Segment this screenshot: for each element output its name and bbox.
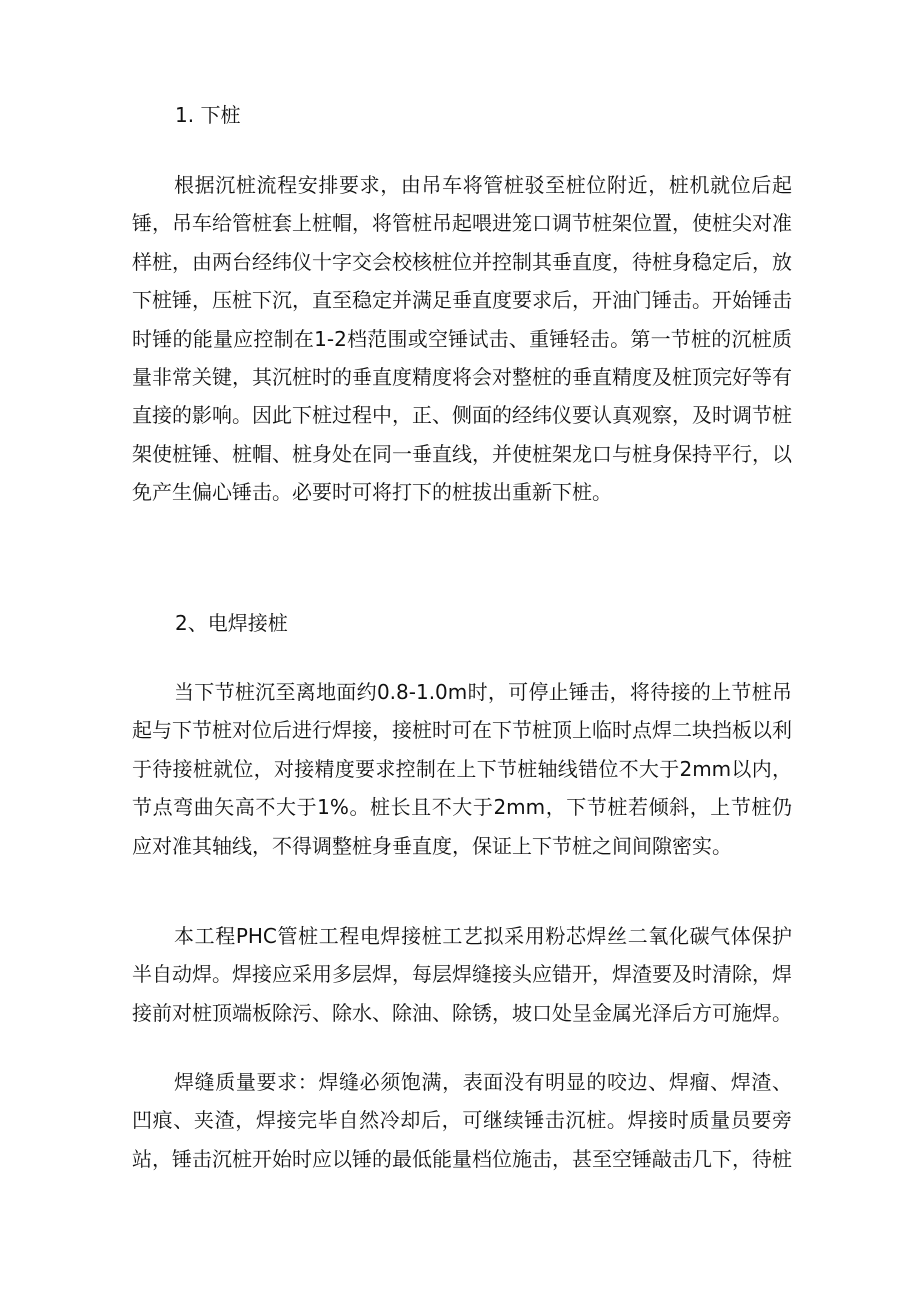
- section-heading-2: 2、电焊接桩: [175, 611, 288, 635]
- paragraph-pile-alignment: 当下节桩沉至离地面约0.8-1.0m时，可停止锤击，将待接的上节桩吊起与下节桩对位后进行焊接，接桩时可在下节桩顶上临时点焊二块挡板以利于待接桩就位，对接精度要求控制在上下节桩轴线错位不大于2mm以内，节点弯曲矢高不大于1%。桩长且不大于2mm，下节桩若倾斜，上节桩仍应对准其轴线，不得调整桩身垂直度，保证上下节桩之间间隙密实。: [132, 680, 792, 858]
- paragraph-welding-process: 本工程PHC管桩工程电焊接桩工艺拟采用粉芯焊丝二氧化碳气体保护半自动焊。焊接应采用多层焊，每层焊缝接头应错开，焊渣要及时清除，焊接前对桩顶端板除污、除水、除油、除锈，坡口处呈金属光泽后方可施焊。: [132, 924, 792, 1025]
- section-heading-1: 1. 下桩: [175, 103, 241, 127]
- paragraph-weld-quality: 焊缝质量要求：焊缝必须饱满，表面没有明显的咬边、焊瘤、焊渣、凹痕、夹渣，焊接完毕自然冷却后，可继续锤击沉桩。焊接时质量员要旁站，锤击沉桩开始时应以锤的最低能量档位施击，甚至空锤敲击几下，待桩: [132, 1070, 792, 1171]
- paragraph-pile-driving: 根据沉桩流程安排要求，由吊车将管桩驳至桩位附近，桩机就位后起锤，吊车给管桩套上桩帽，将管桩吊起喂进笼口调节桩架位置，使桩尖对准样桩，由两台经纬仪十字交会校核桩位并控制其垂直度，待桩身稳定后，放下桩锤，压桩下沉，直至稳定并满足垂直度要求后，开油门锤击。开始锤击时锤的能量应控制在1-2档范围或空锤试击、重锤轻击。第一节桩的沉桩质量非常关键，其沉桩时的垂直度精度将会对整桩的垂直精度及桩顶完好等有直接的影响。因此下桩过程中，正、侧面的经纬仪要认真观察，及时调节桩架使桩锤、桩帽、桩身处在同一垂直线，并使桩架龙口与桩身保持平行，以免产生偏心锤击。必要时可将打下的桩拔出重新下桩。: [132, 173, 792, 505]
